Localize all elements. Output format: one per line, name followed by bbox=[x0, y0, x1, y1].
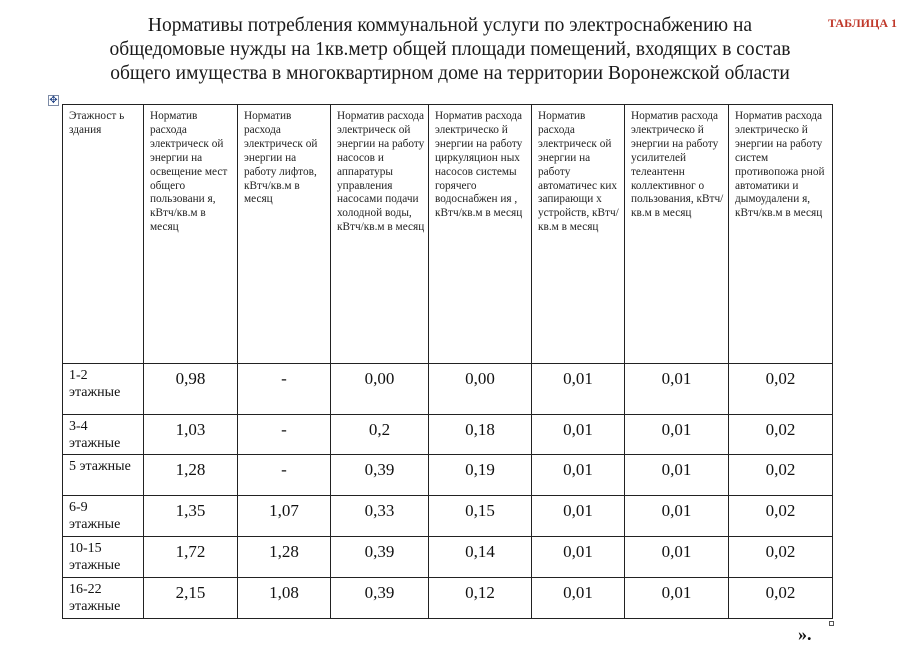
floors-cell: 5 этажные bbox=[63, 455, 144, 496]
value-cell: 1,03 bbox=[144, 415, 238, 455]
value-cell: 0,00 bbox=[331, 364, 429, 415]
value-cell: 0,01 bbox=[625, 415, 729, 455]
value-cell: 0,01 bbox=[532, 578, 625, 619]
table-row bbox=[63, 455, 833, 496]
value-cell: 0,02 bbox=[729, 537, 833, 578]
page-title bbox=[60, 14, 840, 86]
value-cell: - bbox=[238, 415, 331, 455]
table-move-handle-icon[interactable]: ✥ bbox=[49, 95, 58, 106]
floors-cell: 10-15 этажные bbox=[63, 537, 144, 578]
value-cell: 0,39 bbox=[331, 578, 429, 619]
value-cell: - bbox=[238, 455, 331, 496]
value-cell: 0,02 bbox=[729, 496, 833, 537]
value-cell: 0,01 bbox=[532, 496, 625, 537]
header-cold-water-pumps: Норматив расхода электрическ ой энергии на работу насосов и аппаратуры управления насосами подачи холодной воды, кВтч/кв.м в месяц bbox=[331, 105, 429, 364]
value-cell: 0,02 bbox=[729, 415, 833, 455]
value-cell: 0,02 bbox=[729, 578, 833, 619]
value-cell: 0,15 bbox=[429, 496, 532, 537]
value-cell: 1,28 bbox=[144, 455, 238, 496]
value-cell: 0,19 bbox=[429, 455, 532, 496]
value-cell: 0,01 bbox=[625, 578, 729, 619]
header-hot-water-pumps: Норматив расхода электрическо й энергии на работу циркуляцион ных насосов системы горячего водоснабжен ия , кВтч/кв.м в месяц bbox=[429, 105, 532, 364]
value-cell: 0,01 bbox=[532, 364, 625, 415]
title-line: Нормативы потребления коммунальной услуги по электроснабжению на bbox=[147, 15, 753, 36]
value-cell: 0,01 bbox=[532, 455, 625, 496]
value-cell: 0,02 bbox=[729, 455, 833, 496]
value-cell: 0,01 bbox=[625, 537, 729, 578]
table-row bbox=[63, 578, 833, 619]
floors-cell: 3-4 этажные bbox=[63, 415, 144, 455]
table-row bbox=[63, 415, 833, 455]
table-resize-handle[interactable] bbox=[829, 621, 834, 626]
value-cell: 0,98 bbox=[144, 364, 238, 415]
title-line: общего имущества в многоквартирном доме на территории Воронежской области bbox=[110, 63, 790, 84]
header-elevators: Норматив расхода электрическ ой энергии на работу лифтов, кВтч/кв.м в месяц bbox=[238, 105, 331, 364]
table-row bbox=[63, 496, 833, 537]
value-cell: 1,72 bbox=[144, 537, 238, 578]
value-cell: 0,18 bbox=[429, 415, 532, 455]
consumption-norms-table bbox=[62, 104, 833, 619]
header-lighting: Норматив расхода электрическ ой энергии на освещение мест общего пользовани я, кВтч/кв.м в месяц bbox=[144, 105, 238, 364]
value-cell: 0,01 bbox=[625, 496, 729, 537]
header-tv-amplifiers: Норматив расхода электрическо й энергии на работу усилителей телеантенн коллективног о пользования, кВтч/кв.м в месяц bbox=[625, 105, 729, 364]
header-door-locks: Норматив расхода электрическ ой энергии на работу автоматичес ких запирающи х устройств, кВтч/кв.м в месяц bbox=[532, 105, 625, 364]
value-cell: 1,08 bbox=[238, 578, 331, 619]
value-cell: 0,2 bbox=[331, 415, 429, 455]
table-row bbox=[63, 537, 833, 578]
value-cell: 0,12 bbox=[429, 578, 532, 619]
header-row bbox=[63, 105, 833, 364]
table-row bbox=[63, 364, 833, 415]
header-fire-automation: Норматив расхода электрическо й энергии на работу систем противопожа рной автоматики и дымоудалени я, кВтч/кв.м в месяц bbox=[729, 105, 833, 364]
value-cell: 0,14 bbox=[429, 537, 532, 578]
value-cell: 0,33 bbox=[331, 496, 429, 537]
value-cell: 0,01 bbox=[625, 455, 729, 496]
floors-cell: 6-9 этажные bbox=[63, 496, 144, 537]
value-cell: 0,01 bbox=[532, 415, 625, 455]
floors-cell: 1-2 этажные bbox=[63, 364, 144, 415]
value-cell: 0,00 bbox=[429, 364, 532, 415]
value-cell: 1,28 bbox=[238, 537, 331, 578]
value-cell: 0,01 bbox=[532, 537, 625, 578]
value-cell: 0,39 bbox=[331, 455, 429, 496]
value-cell: 1,07 bbox=[238, 496, 331, 537]
value-cell: 0,02 bbox=[729, 364, 833, 415]
value-cell: 0,01 bbox=[625, 364, 729, 415]
table-number-label: ТАБЛИЦА 1 bbox=[828, 16, 897, 30]
value-cell: 2,15 bbox=[144, 578, 238, 619]
header-floors: Этажност ь здания bbox=[63, 105, 144, 364]
floors-cell: 16-22 этажные bbox=[63, 578, 144, 619]
closing-quote-mark: ». bbox=[798, 624, 812, 644]
title-line: общедомовые нужды на 1кв.метр общей площади помещений, входящих в состав bbox=[109, 39, 791, 60]
value-cell: 0,39 bbox=[331, 537, 429, 578]
value-cell: - bbox=[238, 364, 331, 415]
value-cell: 1,35 bbox=[144, 496, 238, 537]
